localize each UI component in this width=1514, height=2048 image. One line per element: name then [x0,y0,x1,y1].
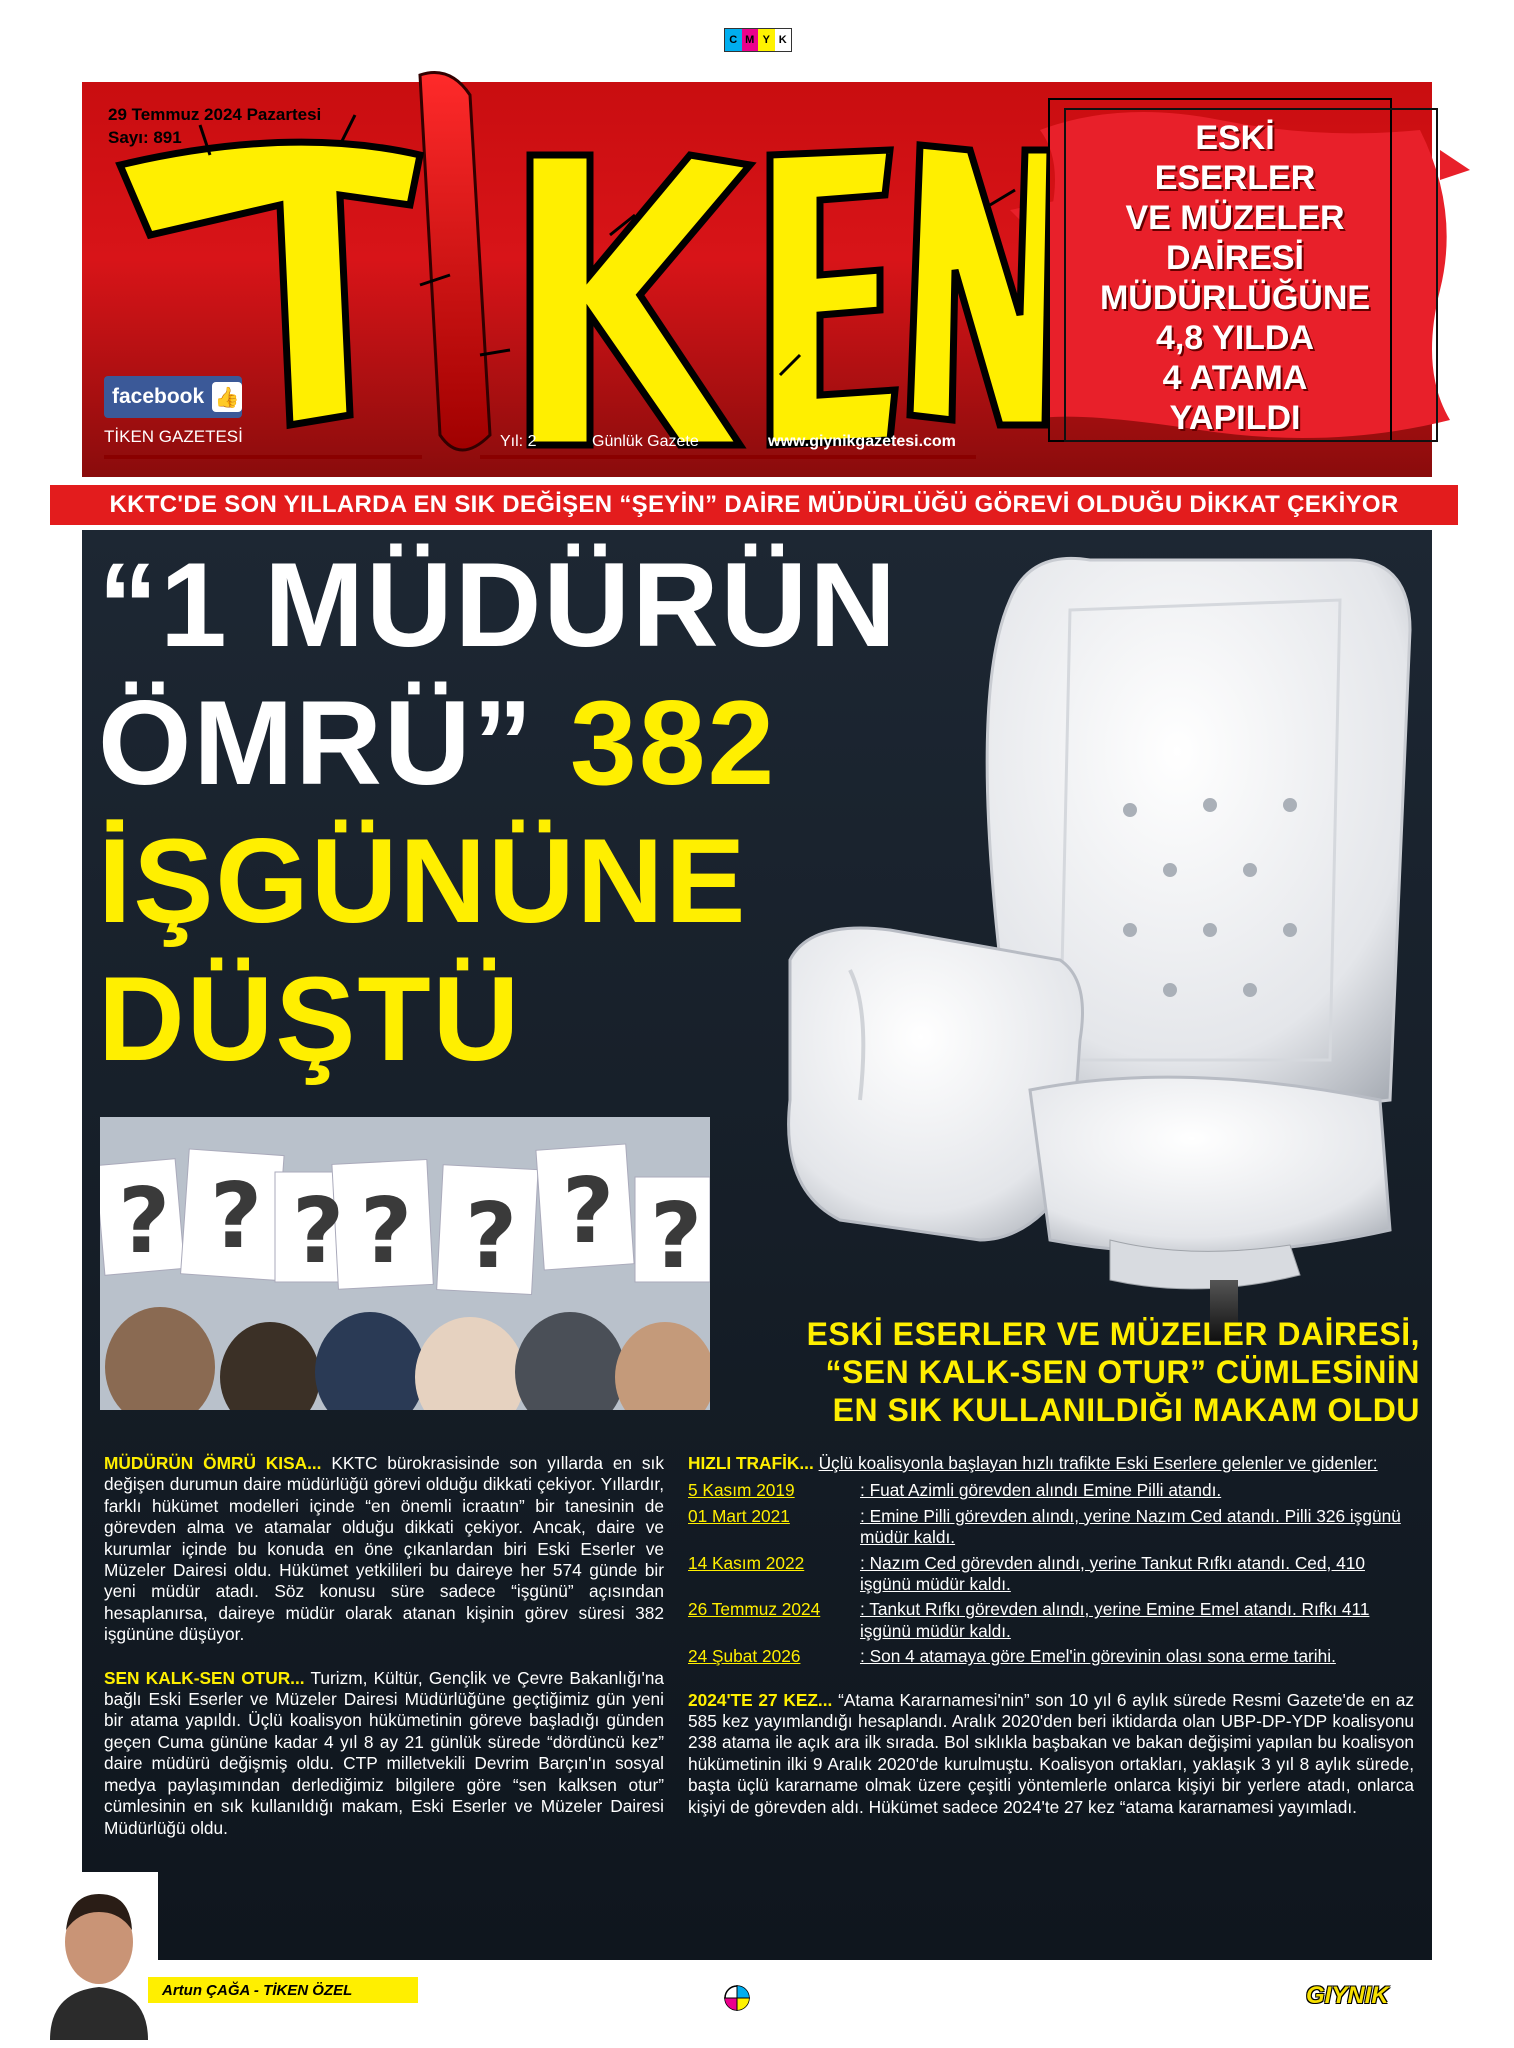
thumbs-up-icon: 👍 [212,382,242,412]
registration-mark-icon [724,1985,750,2011]
headline-line-2-yellow: 382 [569,676,777,810]
headline-line-3: İŞGÜNÜNE [98,814,748,948]
headline-line-4: DÜŞTÜ [98,952,522,1086]
paragraph-text: Üçlü koalisyonla başlayan hızlı trafikte Eski Eserlere gelenler ve gidenler: [818,1453,1378,1473]
svg-text:?: ? [360,1179,413,1284]
svg-text:?: ? [465,1184,518,1289]
subheadline [700,1315,1420,1429]
side-headline-line: 4,8 YILDA [1155,319,1315,357]
people-question-marks-photo [100,1117,710,1410]
author-byline: Artun ÇAĞA - TİKEN ÖZEL [148,1977,418,2003]
side-headline-line: DAİRESİ [1166,239,1304,277]
facebook-page-name: TİKEN GAZETESİ [104,427,243,446]
timeline-date: 26 Temmuz 2024 [688,1599,821,1620]
paragraph [104,1668,664,1839]
side-headline-line: 4 ATAMA [1162,359,1308,397]
strap-headline: KKTC'DE SON YILLARDA EN SIK DEĞİŞEN “ŞEYİN” DAİRE MÜDÜRLÜĞÜ GÖREVİ OLDUĞU DİKKAT ÇEKİYOR [50,485,1458,525]
timeline-text: : Tankut Rıfkı görevden alındı, yerine Emine Emel atandı. Rıfkı 411 işgünü müdür kaldı. [860,1599,1370,1641]
facebook-button[interactable] [104,376,242,418]
svg-text:?: ? [562,1159,615,1264]
timeline-date: 5 Kasım 2019 [688,1480,795,1501]
appointment-timeline [688,1480,1414,1667]
author-photo [40,1872,158,2040]
headline-line-2-white: ÖMRÜ” [98,676,535,810]
main-headline [98,538,898,1086]
timeline-text: : Son 4 atamaya göre Emel'in görevinin olası sona erme tarihi. [860,1646,1336,1667]
paragraph-text: KKTC bürokrasisinde son yıllarda en sık değişen durumun daire müdürlüğü görevi olduğu dikkati çekiyor. Yıllardır, farklı hükümet modelleri içinde “en önemli icraatın” bir tanesinin de görevden alma ve atamalar olduğu dikkati çekiyor. Ancak, daire ve kurumlar içinde bu konuda en öne çıkanlardan biri Eski Eserler ve Müzeler Dairesi oldu. Hükümet yetkilileri bu daireye her 574 günde bir yeni müdür atadı. Söz konusu süre sadece “işgünü” açısından hesaplanırsa, daireye müdür olarak atanan kişinin görev süresi 382 işgününe düşüyor. [104,1453,664,1645]
kicker: 2024'TE 27 KEZ... [688,1689,833,1710]
cmyk-m: M [742,29,759,51]
headline-line-2 [98,676,898,810]
kicker: SEN KALK-SEN OTUR... [104,1667,305,1688]
kicker: HIZLI TRAFİK... [688,1453,814,1473]
cmyk-y: Y [758,29,775,51]
timeline-text: : Fuat Azimli görevden alındı Emine Pilli atandı. [860,1480,1222,1501]
timeline-date: 24 Şubat 2026 [688,1646,801,1667]
side-headline-line: YAPILDI [1169,399,1301,437]
paragraph [688,1690,1414,1818]
side-headline-line: ESKİ [1195,119,1275,157]
subheadline-line: ESKİ ESERLER VE MÜZELER DAİRESİ, [806,1316,1420,1352]
facebook-label: facebook [112,385,205,408]
paragraph-text: Turizm, Kültür, Gençlik ve Çevre Bakanlığı'na bağlı Eski Eserler ve Müzeler Dairesi Müdürlüğüne geçtiğimiz gün yeni bir atama yapıldı. Üçlü koalisyon hükümetinin göreve başladığı günden geçen Cuma gününe kadar 4 yıl 8 ay 21 günlük sürede “dördüncü kez” daire müdürü değişmiş oldu. CTP milletvekili Devrim Barçın'ın sosyal medya paylaşımından derlediğimiz bilgilere göre “sen kalksen otur” cümlesinin en sık kullanıldığı makam, Eski Eserler ve Müzeler Dairesi Müdürlüğü oldu. [104,1667,664,1838]
timeline-text: : Nazım Ced görevden alındı, yerine Tankut Rıfkı atandı. Ced, 410 işgünü müdür kaldı. [860,1552,1365,1595]
timeline-row [688,1480,1414,1501]
svg-text:?: ? [210,1164,263,1269]
subheadline-line: EN SIK KULLANILDIĞI MAKAM OLDU [832,1392,1420,1428]
paragraph [104,1453,664,1646]
issue-number: Sayı: 891 [108,128,182,147]
side-headline-line: VE MÜZELER [1125,199,1345,237]
kicker: MÜDÜRÜN ÖMRÜ KISA... [104,1453,322,1473]
paragraph-text: “Atama Kararnamesi'nin” son 10 yıl 6 aylık sürede Resmi Gazete'de en az 585 kez yayımlandığı hesaplandı. Aralık 2020'den beri iktidarda olan UBP-DP-YDP koalisyonu 238 atama ile açık ara ilk sırada. Bol sıklıkla başbakan ve bakan değişimi yapılan bu koalisyon hükümetinin ilki 9 Aralık 2020'de kurulmuştu. Koalisyon ortakları, yaklaşık 3 yıl 8 aylık sürede, başta üçlü kararname olmak üzere çeşitli yöntemlerle onlarca kişiyi bir yerlere atadı, onlarca kişiyi de görevden aldı. Hükümet sadece 2024'te 27 kez “atama kararnamesi yayımladı. [688,1689,1414,1817]
cmyk-c: C [725,29,742,51]
cmyk-marker [724,28,792,52]
article-column-left [104,1453,664,1839]
subheadline-line: “SEN KALK-SEN OTUR” CÜMLESİNİN [825,1354,1420,1390]
website-link[interactable]: www.giynikgazetesi.com [768,433,956,450]
brand-logo: GIYNIK [1306,1982,1389,2009]
timeline-row [688,1553,1414,1596]
timeline-text: : Emine Pilli görevden alındı, yerine Nazım Ced atandı. Pilli 326 işgünü müdür kaldı. [860,1505,1401,1548]
paper-type: Günlük Gazete [592,433,699,450]
timeline-date: 14 Kasım 2022 [688,1552,805,1573]
timeline-row [688,1506,1414,1549]
headline-line-1: “1 MÜDÜRÜN [98,538,898,672]
timeline-date: 01 Mart 2021 [688,1505,790,1526]
svg-text:?: ? [118,1169,171,1274]
side-headline [1060,118,1410,438]
paragraph [688,1453,1414,1474]
divider [104,455,422,459]
timeline-row [688,1646,1414,1667]
divider [480,455,976,459]
svg-text:?: ? [650,1184,703,1289]
cmyk-k: K [775,29,792,51]
side-headline-line: ESERLER [1154,159,1316,197]
article-column-right [688,1453,1414,1818]
timeline-row [688,1599,1414,1642]
svg-text:?: ? [292,1179,345,1284]
year-label: Yıl: 2 [500,433,537,450]
side-headline-line: MÜDÜRLÜĞÜNE [1099,279,1371,317]
issue-date: 29 Temmuz 2024 Pazartesi [108,105,322,124]
